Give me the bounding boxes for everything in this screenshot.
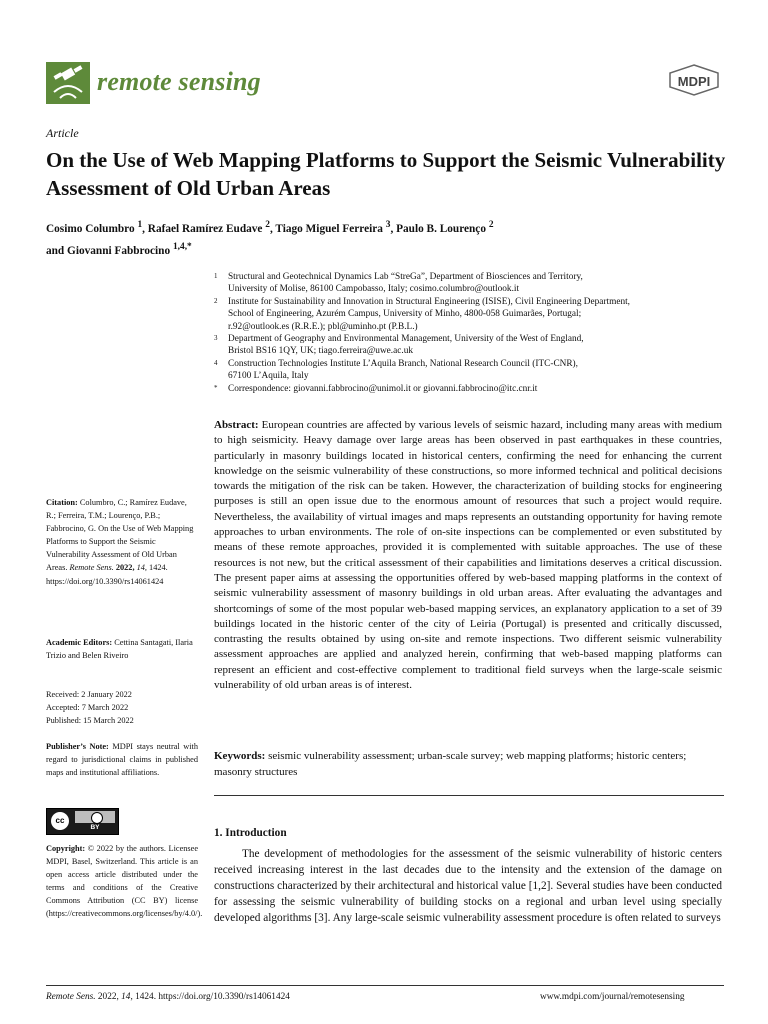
article-type: Article — [46, 126, 79, 140]
keywords — [214, 748, 722, 780]
section-heading: 1. Introduction — [214, 827, 287, 839]
author-affiliation-mark: 1,4,* — [172, 241, 192, 252]
academic-editors: Academic Editors: Cettina Santagati, Ilaria Trizio and Belen Riveiro — [46, 638, 193, 661]
author-affiliation-mark: 1 — [137, 220, 143, 230]
abstract-label: Abstract: — [214, 419, 259, 431]
author: Paulo B. Lourenço — [396, 222, 486, 235]
affiliation-item: 1 Structural and Geotechnical Dynamics Lab “StreGa”, Department of Biosciences and Territory, University of Molise, 86100 Campobasso, Italy; cosimo.columbro@outlook.it — [214, 272, 583, 295]
abstract-text: European countries are affected by various levels of seismic hazard, including many areas with medium to high seismicity. Heavy damage over large areas has been observed in past earthquakes in these countries, particularly in masonry buildings located in historical centers, confirming the need for enhancing the current knowledge on the seismic vulnerability of these constructions, so more informed technical and political decisions towards the mitigation of the risk can be taken. However, the characterization of building stocks for engineering purposes is still an open issue due to the enormous amount of resources that such a project would require. Nevertheless, the availability of virtual images and maps represents an outstanding opportunity for having remote approaches to urban environments. The role of on-site inspections can be complemented or even substituted by means of these remote approaches, provided it is complemented with suitable approaches. The use of these resources is not new, but the critical assessment of their capabilities and limitations deserves a critical discussion. The present paper aims at assessing the opportunities offered by web-based mapping platforms in the context of seismic vulnerability assessment of masonry buildings in old urban areas. After evaluating the advantages and shortcomings of some of the most popular web-based mapping services, an explanatory application to a set of 39 buildings located in the historic center of the city of Leiria (Portugal) is presented and critically discussed, contrasting the results obtained by using on-site and remote inspections. Two different seismic vulnerability assessment approaches are applied and analyzed herein, confirming that web-based mapping platforms can represent an efficient and cost-effective complement to traditional field surveys when the large-scale seismic vulnerability of old urban areas is of interest. — [214, 419, 723, 692]
cc-by-label: BY — [90, 824, 100, 831]
keywords-label: Keywords: — [214, 750, 266, 762]
author-list: Cosimo Columbro $^1$, Rafael Ramírez Eudave $^2$, Tiago Miguel Ferreira $^3$, Paulo B. Lourenço $^2$ and Giovanni Fabbrocino $^{1,4,*}$ — [46, 220, 494, 257]
copyright-block: Copyright: © 2022 by the authors. Licensee MDPI, Basel, Switzerland. This article is an open access article distributed under the terms and conditions of the Creative Commons Attribution (CC BY) license (https://creativecommons.org/licenses/by/4.0/). — [46, 844, 203, 919]
author-affiliation-mark: 2 — [265, 220, 270, 230]
paper-title: On the Use of Web Mapping Platforms to Support the Seismic Vulnerability Assessment of Old Urban Areas — [46, 148, 726, 200]
affiliation-item: * Correspondence: giovanni.fabbrocino@unimol.it or giovanni.fabbrocino@itc.cnr.it — [214, 383, 538, 394]
citation-block: Citation: Columbro, C.; Ramírez Eudave, R.; Ferreira, T.M.; Lourenço, P.B.; Fabbrocino, G. On the Use of Web Mapping Platforms to Support the Seismic Vulnerability Assessment of Old Urban Areas. Remote Sens. 2022, 14, 1424. https://doi.org/10.3390/rs14061424 — [46, 498, 194, 586]
author: Giovanni Fabbrocino — [67, 244, 171, 257]
abstract — [214, 418, 722, 693]
journal-logo — [46, 62, 90, 104]
divider — [214, 795, 724, 796]
author-affiliation-mark: 3 — [385, 220, 391, 230]
citation-doi-link[interactable]: https://doi.org/10.3390/rs14061424 — [46, 576, 164, 586]
author: Rafael Ramírez Eudave — [147, 222, 263, 235]
publisher-logo — [667, 64, 721, 96]
keywords-text: seismic vulnerability assessment; urban-scale survey; web mapping platforms; historic centers; masonry structures — [214, 750, 687, 778]
introduction-text: The development of methodologies for the assessment of the seismic vulnerability of historic centers received increasing interest in the last decades due to the intensity and the extension of the damage on constructions characterized by their architectural and historical value [1,2]. Several studies have been conducted for assessing the seismic vulnerability of building stocks on a regional and urban level using specially developed algorithms [3]. Any large-scale seismic vulnerability assessment procedure is often related to surveys — [214, 848, 722, 924]
author-conjunction: and — [46, 244, 65, 257]
journal-name: remote sensing — [97, 67, 261, 96]
affiliation-item: 4 Construction Technologies Institute L’Aquila Branch, National Research Council (ITC-CNR), 67100 L’Aquila, Italy — [214, 358, 578, 382]
article-dates — [46, 688, 198, 727]
footer-journal-url[interactable]: www.mdpi.com/journal/remotesensing — [540, 992, 685, 1002]
affiliation-item: 2 Institute for Sustainability and Innovation in Structural Engineering (ISISE), Civil Engineering Department, School of Engineering, Azurém Campus, University of Minho, 4800-058 Guimarães, Portugal; r.92@outlook.es (R.R.E.); pbl@uminho.pt (P.B.L.) — [214, 296, 631, 332]
person-icon — [91, 812, 103, 824]
cc-by-license-badge[interactable] — [46, 808, 119, 835]
footer-doi-link[interactable]: https://doi.org/10.3390/rs14061424 — [158, 992, 290, 1002]
affiliation-item: 3 Department of Geography and Environmental Management, University of the West of England, Bristol BS16 1QY, UK; tiago.ferreira@uwe.ac.uk — [214, 334, 584, 357]
accepted-date: Accepted: 7 March 2022 — [46, 703, 129, 713]
footer-divider — [46, 985, 724, 986]
published-date: Published: 15 March 2022 — [46, 716, 134, 726]
author: Tiago Miguel Ferreira — [275, 222, 383, 235]
author-affiliation-mark: 2 — [488, 220, 494, 230]
affiliations — [214, 271, 724, 395]
cc-icon: cc — [51, 812, 69, 830]
publisher-name: MDPI — [677, 74, 711, 89]
author: Cosimo Columbro — [46, 222, 135, 235]
publisher-note: Publisher’s Note: MDPI stays neutral with regard to jurisdictional claims in published maps and institutional affiliations. — [46, 742, 198, 778]
received-date: Received: 2 January 2022 — [46, 690, 132, 699]
footer-citation: Remote Sens. 2022, 14, 1424. https://doi.org/10.3390/rs14061424 — [46, 992, 290, 1002]
